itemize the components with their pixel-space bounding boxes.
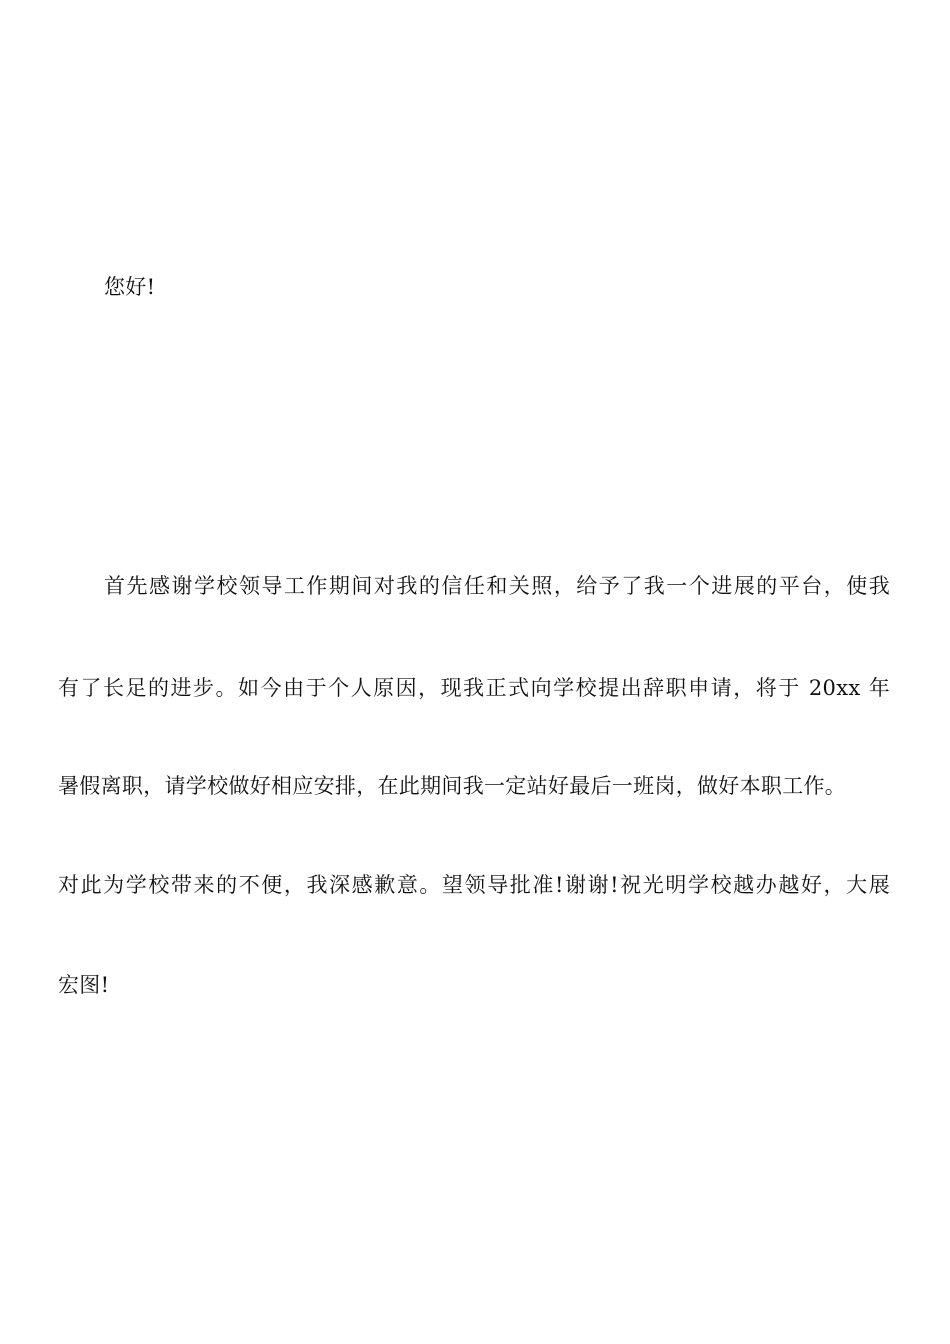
body-line-2: 有了长足的进步。如今由于个人原因，现我正式向学校提出辞职申请，将于 20xx 年 bbox=[58, 676, 890, 700]
body-line-3: 暑假离职，请学校做好相应安排，在此期间我一定站好最后一班岗，做好本职工作。 bbox=[58, 774, 847, 798]
greeting-text: 您好! bbox=[104, 275, 156, 299]
body-line-5: 宏图! bbox=[58, 973, 110, 997]
body-line-4: 对此为学校带来的不便，我深感歉意。望领导批准!谢谢!祝光明学校越办越好，大展 bbox=[58, 873, 890, 897]
body-line-1: 首先感谢学校领导工作期间对我的信任和关照，给予了我一个进展的平台，使我 bbox=[104, 574, 890, 598]
